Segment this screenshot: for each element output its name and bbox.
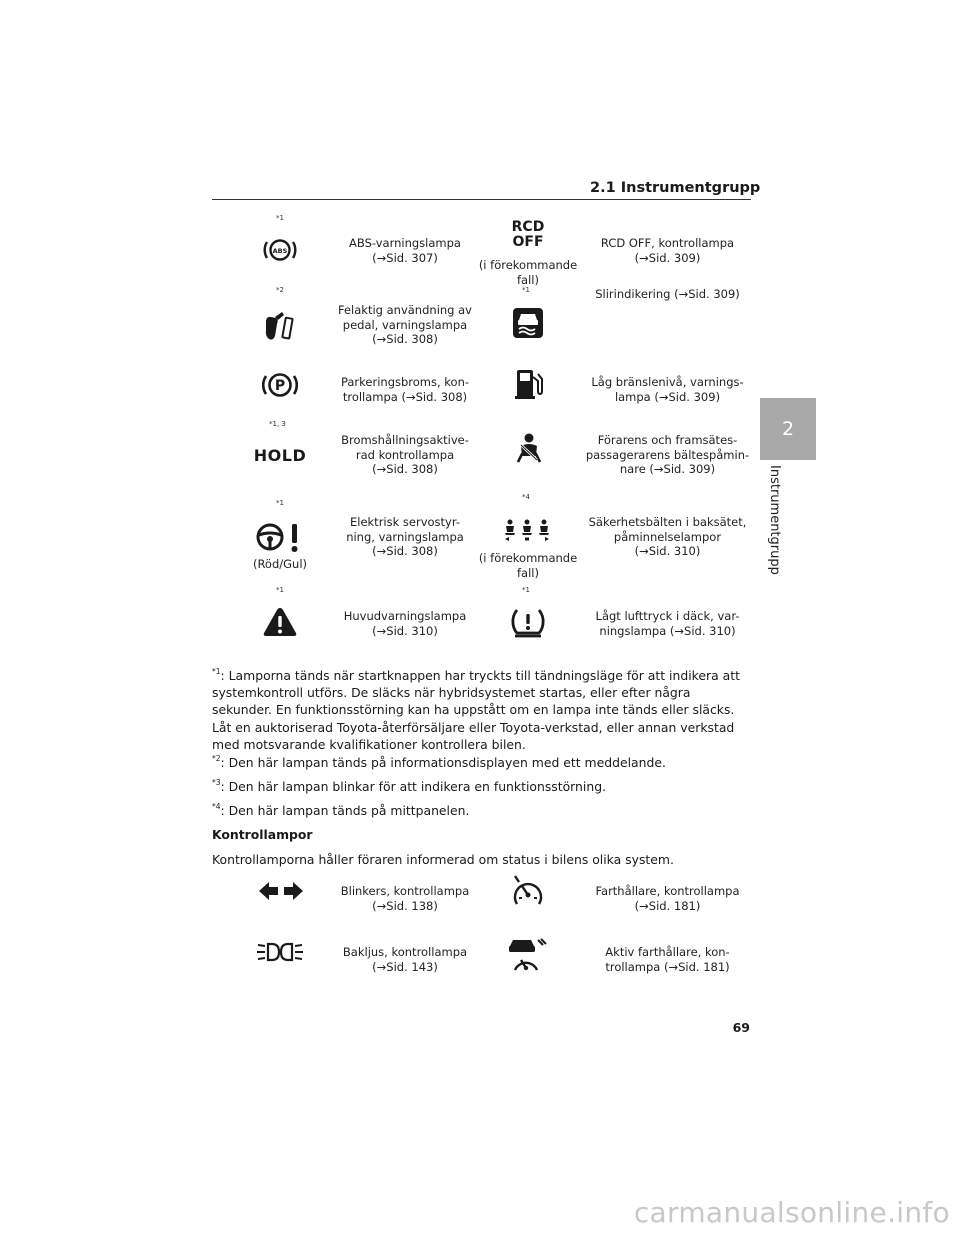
adaptive-cruise-icon [507,936,549,972]
desc-power-steering: Elektrisk servostyr- ning, varningslampa (→Sid. 308) [346,515,464,558]
desc-parking-brake: Parkeringsbroms, kon- trollampa (→Sid. 308) [340,375,470,404]
desc-tail-light: Bakljus, kontrollampa (→Sid. 143) [342,945,468,974]
desc-cruise-control: Farthållare, kontrollampa (→Sid. 181) [595,884,740,913]
footnote-1: $^{*1}$: Lamporna tänds när startknappen har tryckts till tändningsläge för att indikera att systemkontroll utförs. De släcks när hybridsystemet startas, eller efter några sekunder. En funktionsstörning kan ha uppstått om en lampa inte tänds eller släcks. Låt en auktoriserad Toyota-återförsäljare eller Toyota-verkstad, eller annan verkstad med motsvarande kvalifikationer kontrollera bilen. [212,666,740,752]
desc-rear-seatbelt: Säkerhetsbälten i baksätet, påminnelselampor (→Sid. 310) [588,515,747,558]
rcd-off-icon: RCD OFF [511,219,545,250]
page-number: 69 [732,1020,750,1035]
seatbelt-reminder-icon [512,432,546,468]
tire-pressure-icon [509,606,547,638]
desc-seatbelt: Förarens och framsätes- passagerarens bältespåmin- nare (→Sid. 309) [585,433,750,476]
footnote-mark: *2 [276,286,284,294]
footnote-mark: *1 [522,586,530,594]
hold-icon: HOLD [253,446,307,465]
footnote-3: $^{*3}$: Den här lampan blinkar för att indikera en funktionsstörning. [212,777,607,794]
watermark: carmanualsonline.info [633,1196,950,1229]
footnote-mark: *4 [522,493,530,501]
low-fuel-icon [513,367,545,401]
chapter-tab: 2 [760,398,816,460]
desc-abs: ABS-varningslampa (→Sid. 307) [349,236,461,265]
desc-rcd-off: RCD OFF, kontrollampa (→Sid. 309) [600,236,735,265]
section-heading: Kontrollampor [212,827,313,842]
desc-adaptive-cruise: Aktiv farthållare, kon- trollampa (→Sid. 181) [605,945,730,974]
footnote-mark: *1, 3 [269,420,286,428]
desc-master-warning: Huvudvarningslampa (→Sid. 310) [343,609,467,638]
footnote-2: $^{*2}$: Den här lampan tänds på informationsdisplayen med ett meddelande. [212,753,666,770]
desc-turn-signal: Blinkers, kontrollampa (→Sid. 138) [340,884,470,913]
page-header-title: 2.1 Instrumentgrupp [590,180,761,196]
desc-pedal: Felaktig användning av pedal, varningslampa (→Sid. 308) [338,303,472,346]
slip-indicator-icon [511,306,545,340]
cruise-control-icon [509,874,547,910]
desc-hold: Bromshållningsaktive- rad kontrollampa (→Sid. 308) [341,433,469,476]
footnote-mark: *1 [276,214,284,222]
footnote-4: $^{*4}$: Den här lampan tänds på mittpanelen. [212,801,470,818]
footnote-mark: *1 [276,499,284,507]
abs-warning-icon [262,236,298,264]
tail-light-icon [256,941,304,963]
power-steering-icon [256,520,306,554]
section-intro: Kontrollamporna håller föraren informerad om status i bilens olika system. [212,852,674,867]
chapter-label: Instrumentgrupp [767,465,782,575]
desc-tire-pressure: Lågt lufttryck i däck, var- ningslampa (→Sid. 310) [595,609,740,638]
desc-low-fuel: Låg bränslenivå, varnings- lampa (→Sid. 309) [591,375,744,404]
rear-seatbelt-caption: (i förekommande fall) [478,551,578,580]
desc-slip: Slirindikering (→Sid. 309) [595,287,740,301]
svg-text:P: P [274,378,286,394]
svg-text:ABS: ABS [272,247,288,255]
turn-signal-icon [258,880,304,902]
master-warning-icon [263,606,297,638]
steering-caption: (Röd/Gul) [252,557,308,571]
footnote-mark: *1 [522,286,530,294]
rcd-caption: (i förekommande fall) [478,258,578,287]
rear-seatbelt-icon [502,518,552,542]
footnote-mark: *1 [276,586,284,594]
pedal-misuse-icon [262,308,298,344]
header-rule [212,199,751,200]
parking-brake-icon [262,367,298,403]
